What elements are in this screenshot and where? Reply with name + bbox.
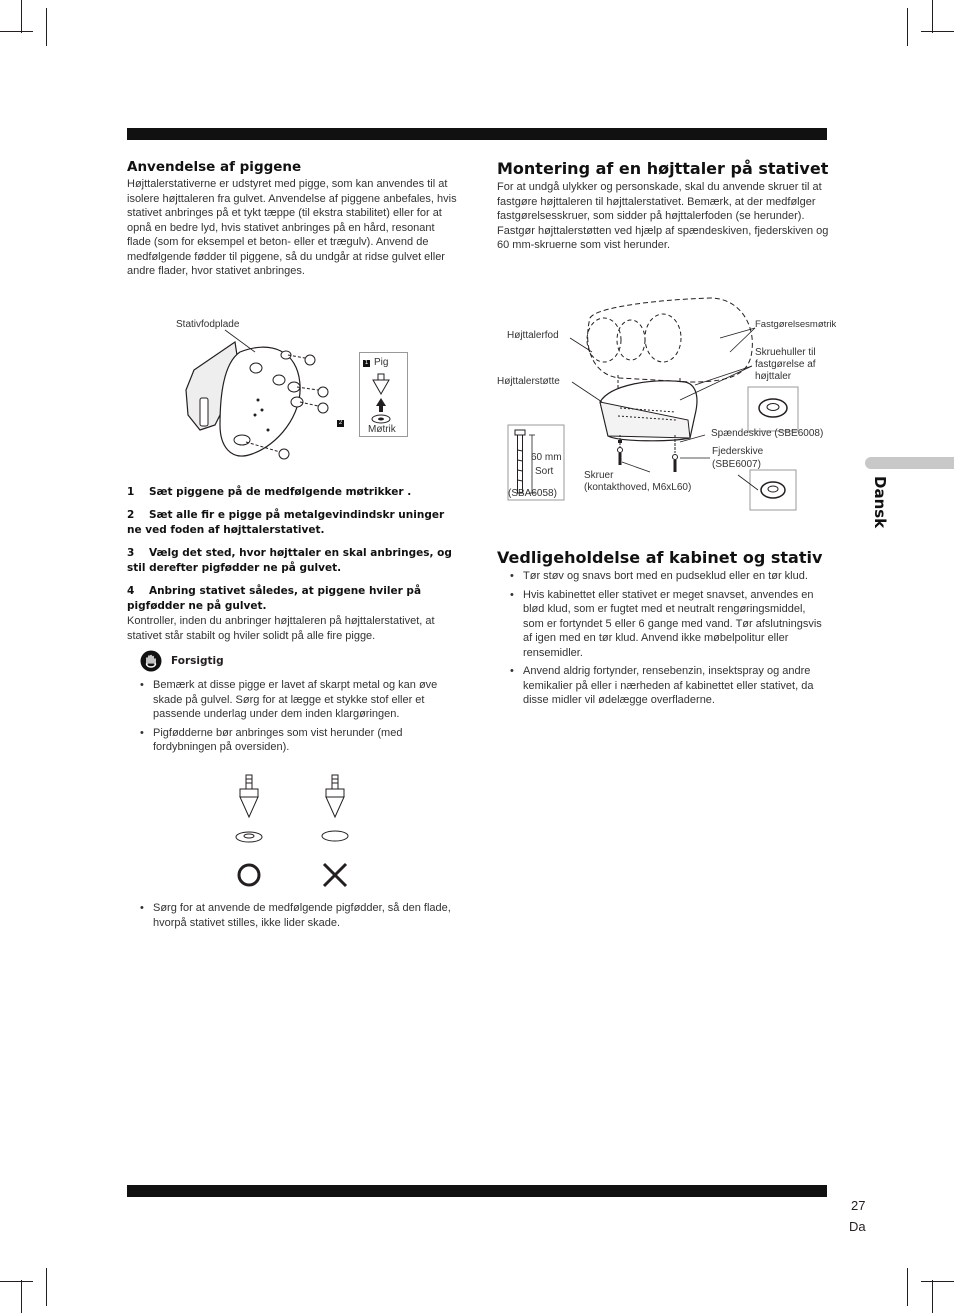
step-1: 1 Sæt piggene på de medfølgende møtrikker .	[127, 486, 412, 498]
piggene-heading: Anvendelse af piggene	[127, 159, 302, 175]
steps-list	[127, 485, 457, 643]
label-hojttalerfod: Højttalerfod	[507, 330, 559, 341]
vedligeholdelse-heading: Vedligeholdelse af kabinet og stativ	[497, 548, 823, 567]
crop-mark	[907, 8, 908, 46]
crop-mark	[932, 0, 933, 33]
piggene-intro: Højttalerstativerne er udstyret med pigge, som kan anvendes til at isolere højttaleren fra gulvet. Anvendelse af piggene anbefales, hvis stativet anbringes på et tykt tæppe (til ekstra stabilitet) eller for at opnå en bedre lyd, hvis stativet anbringes på en hård, resonant flade (som for eksempel et beton- eller et trægulv). Anvend de medfølgende fødder til piggene, så du undgår at ridse gulvet eller andre flader, hvor stativet anbringes.	[127, 178, 457, 277]
label-skruehuller-1: Skruehuller til	[755, 347, 816, 358]
label-hojttalerstotte: Højttalerstøtte	[497, 376, 560, 387]
label-skruehuller-2: fastgørelse af	[755, 359, 816, 370]
label-fjederskive-2: (SBE6007)	[712, 459, 761, 470]
step-2: 2 Sæt alle fir e pigge på metalgevindindskr uninger ne ved foden af højttalerstativet.	[127, 509, 445, 536]
crop-mark	[21, 0, 22, 33]
caution-hand-icon	[140, 650, 162, 672]
crop-mark	[0, 31, 33, 32]
caution-label: Forsigtig	[171, 655, 224, 667]
final-note-list	[139, 901, 457, 934]
caution-list	[139, 678, 457, 759]
step-4: 4 Anbring stativet således, at piggene hviler på pigfødder ne på gulvet.	[127, 585, 422, 612]
vedligeholdelse-list	[509, 569, 829, 712]
vedligeholdelse-item: • Tør støv og snavs bort med en pudseklud eller en tør klud.	[509, 569, 829, 584]
crop-mark	[21, 1280, 22, 1313]
vedligeholdelse-item: • Anvend aldrig fortynder, rensebenzin, insektspray og andre kemikalier på eller i nærheden af kabinettet eller stativet, da disse midler vil ødelægge overfladerne.	[509, 664, 829, 708]
crop-mark	[46, 1268, 47, 1306]
montering-heading: Montering af en højttaler på stativet	[497, 159, 829, 178]
page-language: Da	[849, 1219, 866, 1234]
label-sba6058: (SBA6058)	[508, 488, 557, 499]
montering-intro: For at undgå ulykker og personskade, skal du anvende skruer til at fastgøre højttaleren til højttalerstativet. Bemærk, at der medfølger fastgørelsesskruer, som sidder på højttalerfoden (se herunder). Fastgør højttalerstøtten ved hjælp af spændeskiven, fjederskiven og 60 mm-skruerne som vist herunder.	[497, 181, 829, 251]
final-note-item: • Sørg for at anvende de medfølgende pigfødder, så den flade, hvorpå stativet stilles, ikke lider skade.	[139, 901, 457, 930]
crop-mark	[932, 1280, 933, 1313]
crop-mark	[921, 31, 954, 32]
label-pig: Pig	[374, 357, 389, 368]
step-3: 3 Vælg det sted, hvor højttaler en skal anbringes, og stil derefter pigfødder ne på gulvet.	[127, 547, 452, 574]
label-motrik: Møtrik	[368, 424, 396, 435]
figure-number-1: 1	[364, 360, 369, 366]
language-tab-label: Dansk	[871, 476, 889, 529]
crop-mark	[921, 1281, 954, 1282]
label-fjederskive-1: Fjederskive	[712, 446, 764, 457]
top-rule	[127, 128, 827, 140]
label-stativfodplade: Stativfodplade	[176, 319, 240, 330]
figure-number-2: 2	[338, 420, 343, 426]
spike-feet-illustration	[225, 775, 365, 890]
crop-mark	[0, 1281, 33, 1282]
label-fastgorelsesmotrik: Fastgørelsesmøtrik	[755, 319, 837, 330]
label-skruer-1: Skruer	[584, 470, 614, 481]
label-spaendeskive: Spændeskive (SBE6008)	[711, 428, 824, 439]
label-sort: Sort	[535, 466, 554, 477]
stand-base-illustration	[180, 330, 360, 465]
label-skruehuller-3: højttaler	[755, 371, 792, 382]
caution-item: • Bemærk at disse pigge er lavet af skarpt metal og kan øve skade på gulvel. Sørg for at lægge et stykke stof eller et passende underlag under dem inden klargøringen.	[139, 678, 457, 722]
label-60mm: 60 mm	[531, 452, 562, 463]
crop-mark	[46, 8, 47, 46]
step-4-note: Kontroller, inden du anbringer højttaleren på højttalerstativet, at stativet står stabilt og hviler solidt på alle fire pigge.	[127, 615, 435, 642]
crop-mark	[907, 1268, 908, 1306]
label-skruer-2: (kontakthoved, M6xL60)	[584, 482, 692, 493]
caution-item: • Pigfødderne bør anbringes som vist herunder (med fordybningen på oversiden).	[139, 726, 457, 755]
bottom-rule	[127, 1185, 827, 1197]
page-number: 27	[851, 1198, 866, 1213]
vedligeholdelse-item: • Hvis kabinettet eller stativet er meget snavset, anvendes en blød klud, som er fugtet med et neutralt rengøringsmiddel, som er fortyndet 5 eller 6 gange med vand. Tør afslutningsvis af igen med en tør klud. Anvend ikke møbelpolitur eller rensemidler.	[509, 588, 829, 661]
language-tab	[865, 457, 954, 469]
